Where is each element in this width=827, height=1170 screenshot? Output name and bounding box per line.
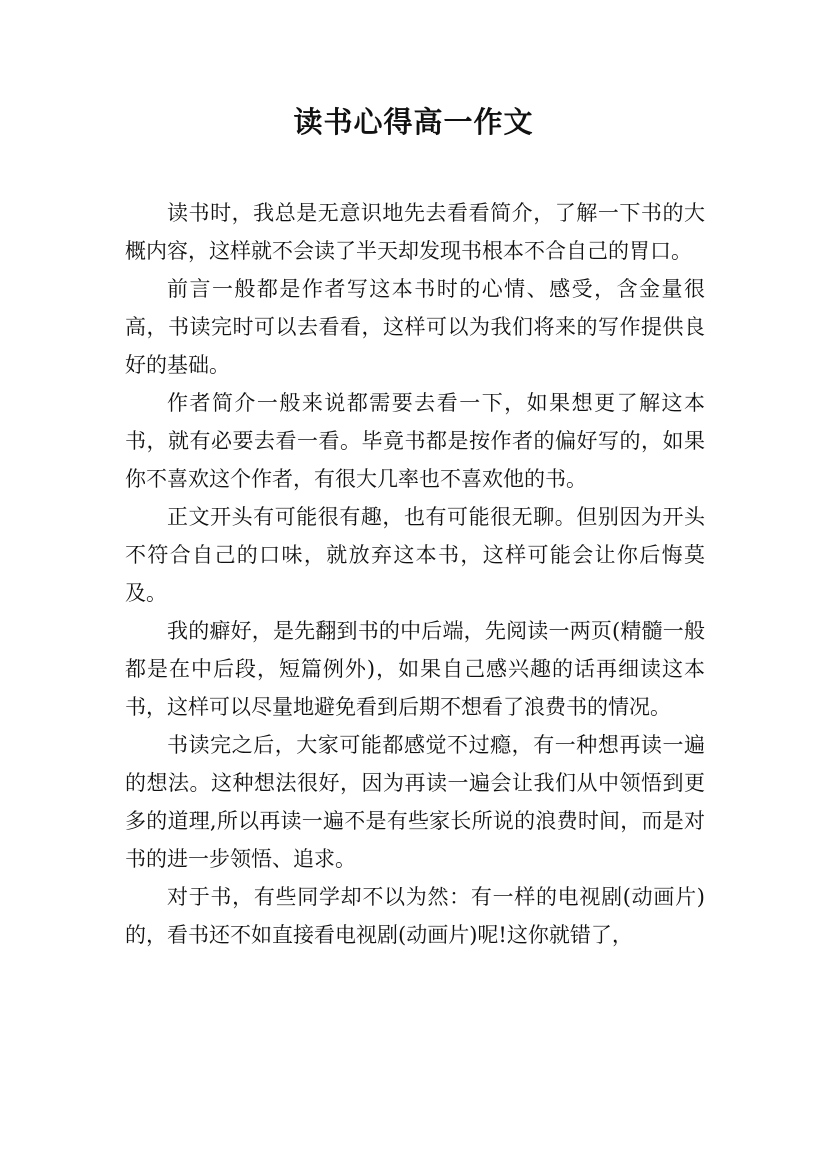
document-title: 读书心得高一作文 (293, 105, 534, 139)
paragraph: 读书时，我总是无意识地先去看看简介，了解一下书的大概内容，这样就不会读了半天却发现书根本不合自己的胃口。 (125, 201, 705, 263)
paragraph: 我的癖好，是先翻到书的中后端，先阅读一两页(精髓一般都是在中后段，短篇例外)，如果自己感兴趣的话再细读这本书，这样可以尽量地避免看到后期不想看了浪费书的情况。 (125, 619, 705, 719)
paragraph: 书读完之后，大家可能都感觉不过瘾，有一种想再读一遍的想法。这种想法很好，因为再读一遍会让我们从中领悟到更多的道理,所以再读一遍不是有些家长所说的浪费时间，而是对书的进一步领悟、追求。 (125, 733, 705, 871)
paragraph: 前言一般都是作者写这本书时的心情、感受，含金量很高，书读完时可以去看看，这样可以为我们将来的写作提供良好的基础。 (125, 277, 705, 377)
paragraph: 作者简介一般来说都需要去看一下，如果想更了解这本书，就有必要去看一看。毕竟书都是按作者的偏好写的，如果你不喜欢这个作者，有很大几率也不喜欢他的书。 (125, 391, 705, 491)
paragraph: 正文开头有可能很有趣，也有可能很无聊。但别因为开头不符合自己的口味，就放弃这本书，这样可能会让你后悔莫及。 (125, 505, 705, 605)
paragraph: 对于书，有些同学却不以为然：有一样的电视剧(动画片)的，看书还不如直接看电视剧(动画片)呢!这你就错了， (125, 885, 705, 947)
document-body (125, 194, 705, 954)
